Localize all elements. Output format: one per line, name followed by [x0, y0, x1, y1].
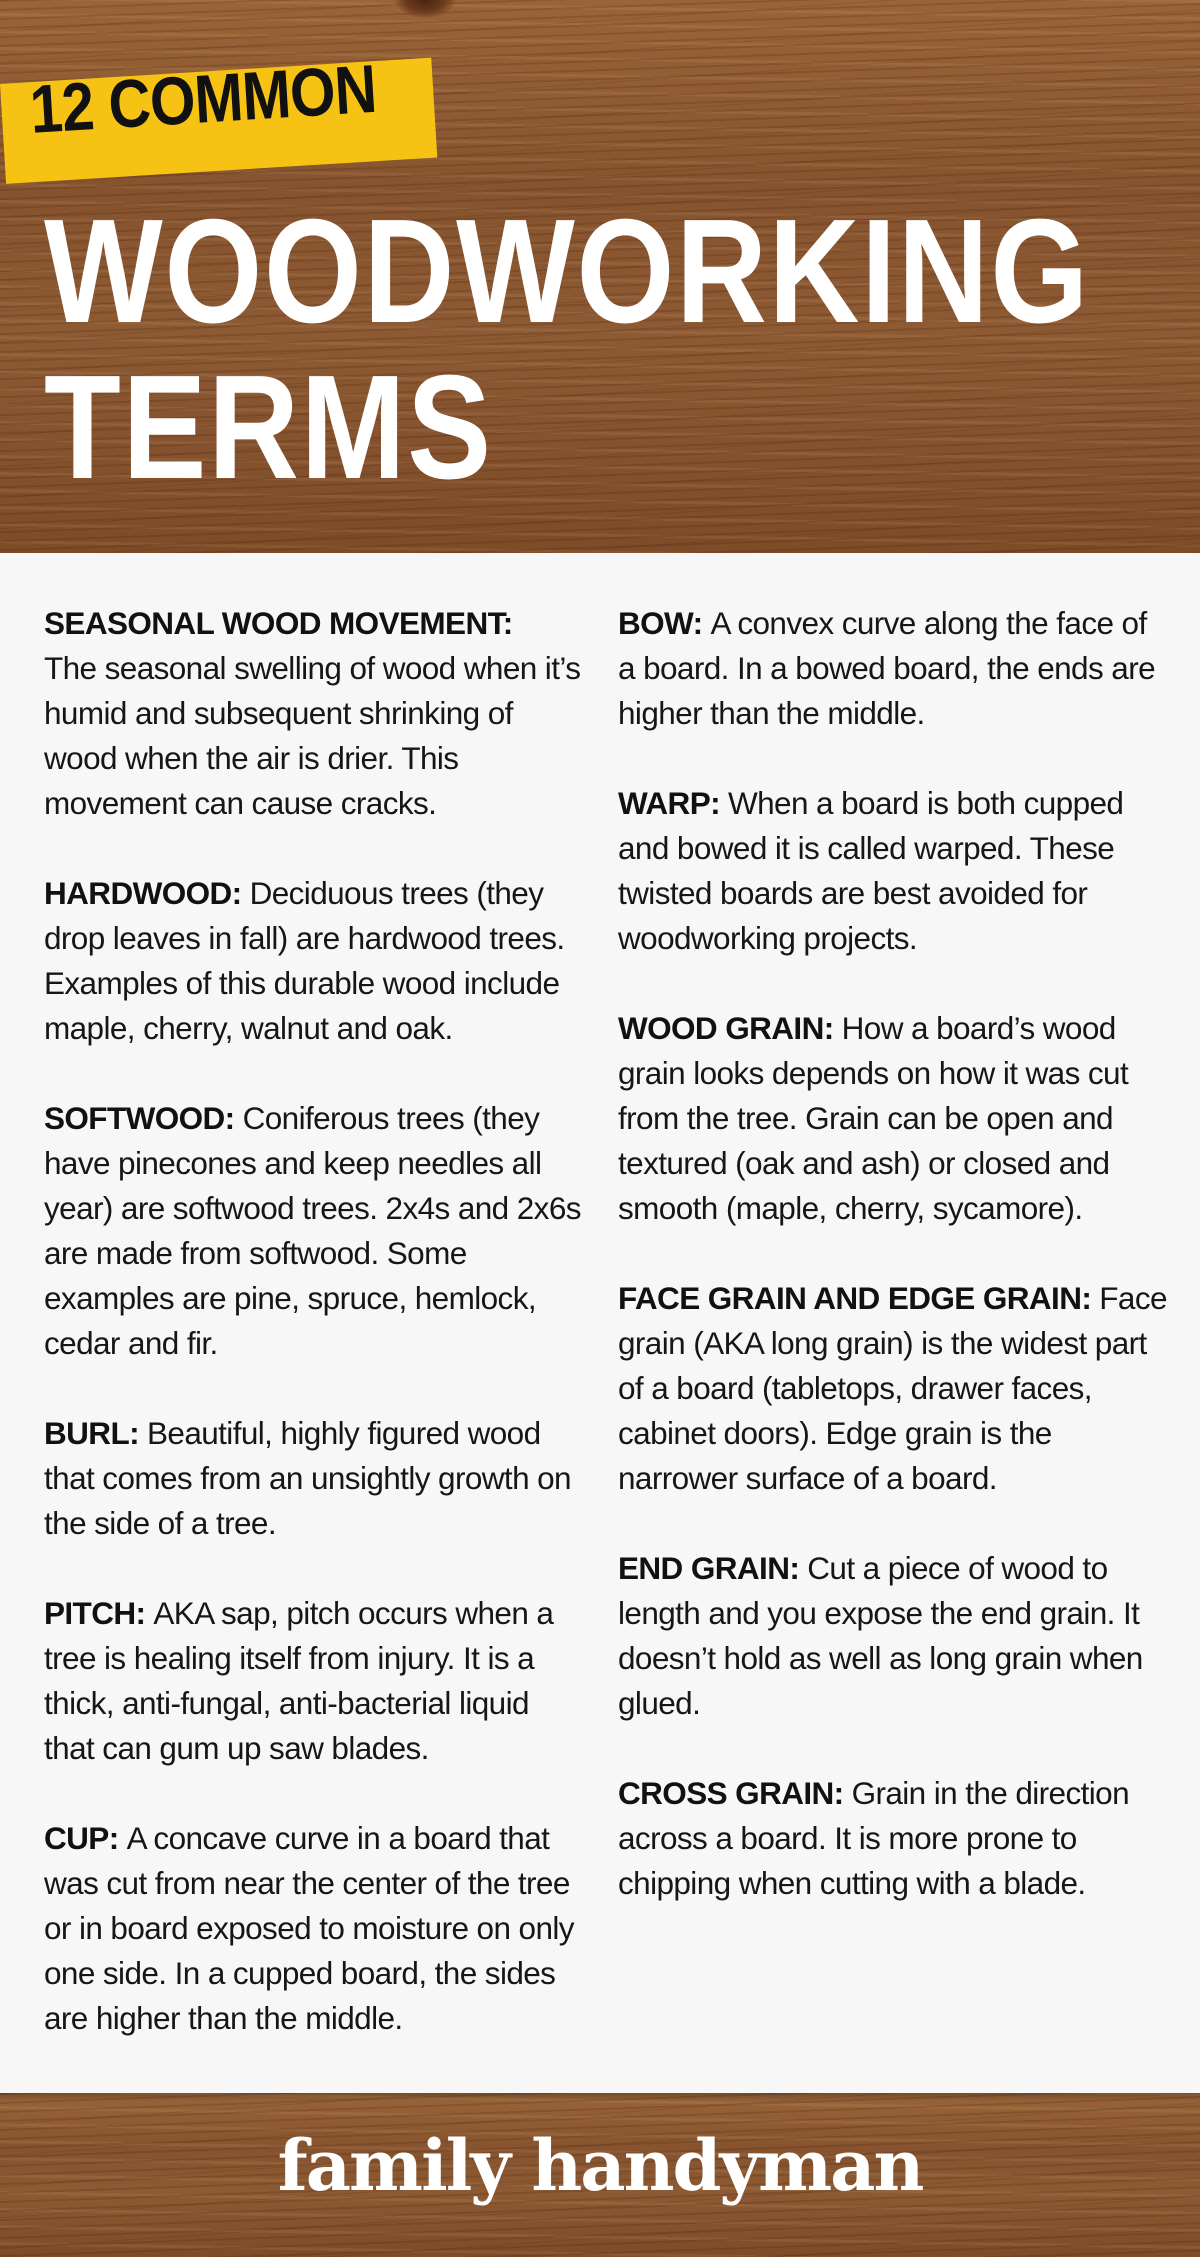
term-definition: A concave curve in a board that was cut from near the center of the tree or in board exposed to moisture on only one side. In a cupped board, the sides are higher than the middle. [44, 1820, 574, 2036]
term-definition: The seasonal swelling of wood when it’s humid and subsequent shrinking of wood when the air is drier. This movement can cause cracks. [44, 650, 581, 821]
page-title-line-2: TERMS [44, 345, 493, 510]
term-definition: When a board is both cupped and bowed it is called warped. These twisted boards are best avoided for woodworking projects. [618, 785, 1124, 956]
page-title-line-1: WOODWORKING [44, 189, 1090, 354]
term-entry-face-and-edge-grain [618, 1276, 1168, 1501]
term-entry-softwood [44, 1096, 584, 1366]
right-column [618, 601, 1168, 1951]
term-entry-warp [618, 781, 1168, 961]
term-entry-seasonal-wood-movement [44, 601, 584, 826]
badge-label: 12 COMMON [27, 50, 379, 148]
term-name: WOOD GRAIN: [618, 1010, 834, 1046]
term-definition: Deciduous trees (they drop leaves in fall) are hardwood trees. Examples of this durable wood include maple, cherry, walnut and oak. [44, 875, 565, 1046]
left-column [44, 601, 584, 2086]
term-definition: Cut a piece of wood to length and you expose the end grain. It doesn’t hold as well as long grain when glued. [618, 1550, 1143, 1721]
term-entry-end-grain [618, 1546, 1168, 1726]
wood-knot-decoration [395, 0, 455, 18]
term-name: CUP: [44, 1820, 119, 1856]
header-banner [0, 0, 1200, 553]
term-name: END GRAIN: [618, 1550, 800, 1586]
term-definition: A convex curve along the face of a board. In a bowed board, the ends are higher than the middle. [618, 605, 1156, 731]
term-entry-hardwood [44, 871, 584, 1051]
term-definition: Beautiful, highly figured wood that comes from an unsightly growth on the side of a tree. [44, 1415, 571, 1541]
brand-logo: family handyman [277, 2124, 923, 2207]
footer-banner [0, 2093, 1200, 2257]
term-name: FACE GRAIN AND EDGE GRAIN: [618, 1280, 1092, 1316]
term-entry-bow [618, 601, 1168, 736]
term-definition: Face grain (AKA long grain) is the widest part of a board (tabletops, drawer faces, cabinet doors). Edge grain is the narrower surface of a board. [618, 1280, 1167, 1496]
term-entry-burl [44, 1411, 584, 1546]
term-name: SEASONAL WOOD MOVEMENT: [44, 605, 513, 641]
term-definition: Grain in the direction across a board. It is more prone to chipping when cutting with a blade. [618, 1775, 1130, 1901]
term-name: BOW: [618, 605, 703, 641]
term-entry-cup [44, 1816, 584, 2041]
term-name: WARP: [618, 785, 720, 821]
term-name: CROSS GRAIN: [618, 1775, 844, 1811]
term-name: BURL: [44, 1415, 139, 1451]
term-name: HARDWOOD: [44, 875, 242, 911]
terms-content [0, 553, 1200, 2093]
term-definition: AKA sap, pitch occurs when a tree is healing itself from injury. It is a thick, anti-fungal, anti-bacterial liquid that can gum up saw blades. [44, 1595, 554, 1766]
term-name: PITCH: [44, 1595, 146, 1631]
term-definition: Coniferous trees (they have pinecones and keep needles all year) are softwood trees. 2x4s and 2x6s are made from softwood. Some examples are pine, spruce, hemlock, cedar and fir. [44, 1100, 581, 1361]
term-entry-pitch [44, 1591, 584, 1771]
term-definition: How a board’s wood grain looks depends on how it was cut from the tree. Grain can be open and textured (oak and ash) or closed and smooth (maple, cherry, sycamore). [618, 1010, 1129, 1226]
footer-shadow-decoration [0, 2093, 1200, 2101]
term-entry-wood-grain [618, 1006, 1168, 1231]
term-entry-cross-grain [618, 1771, 1168, 1906]
term-name: SOFTWOOD: [44, 1100, 235, 1136]
